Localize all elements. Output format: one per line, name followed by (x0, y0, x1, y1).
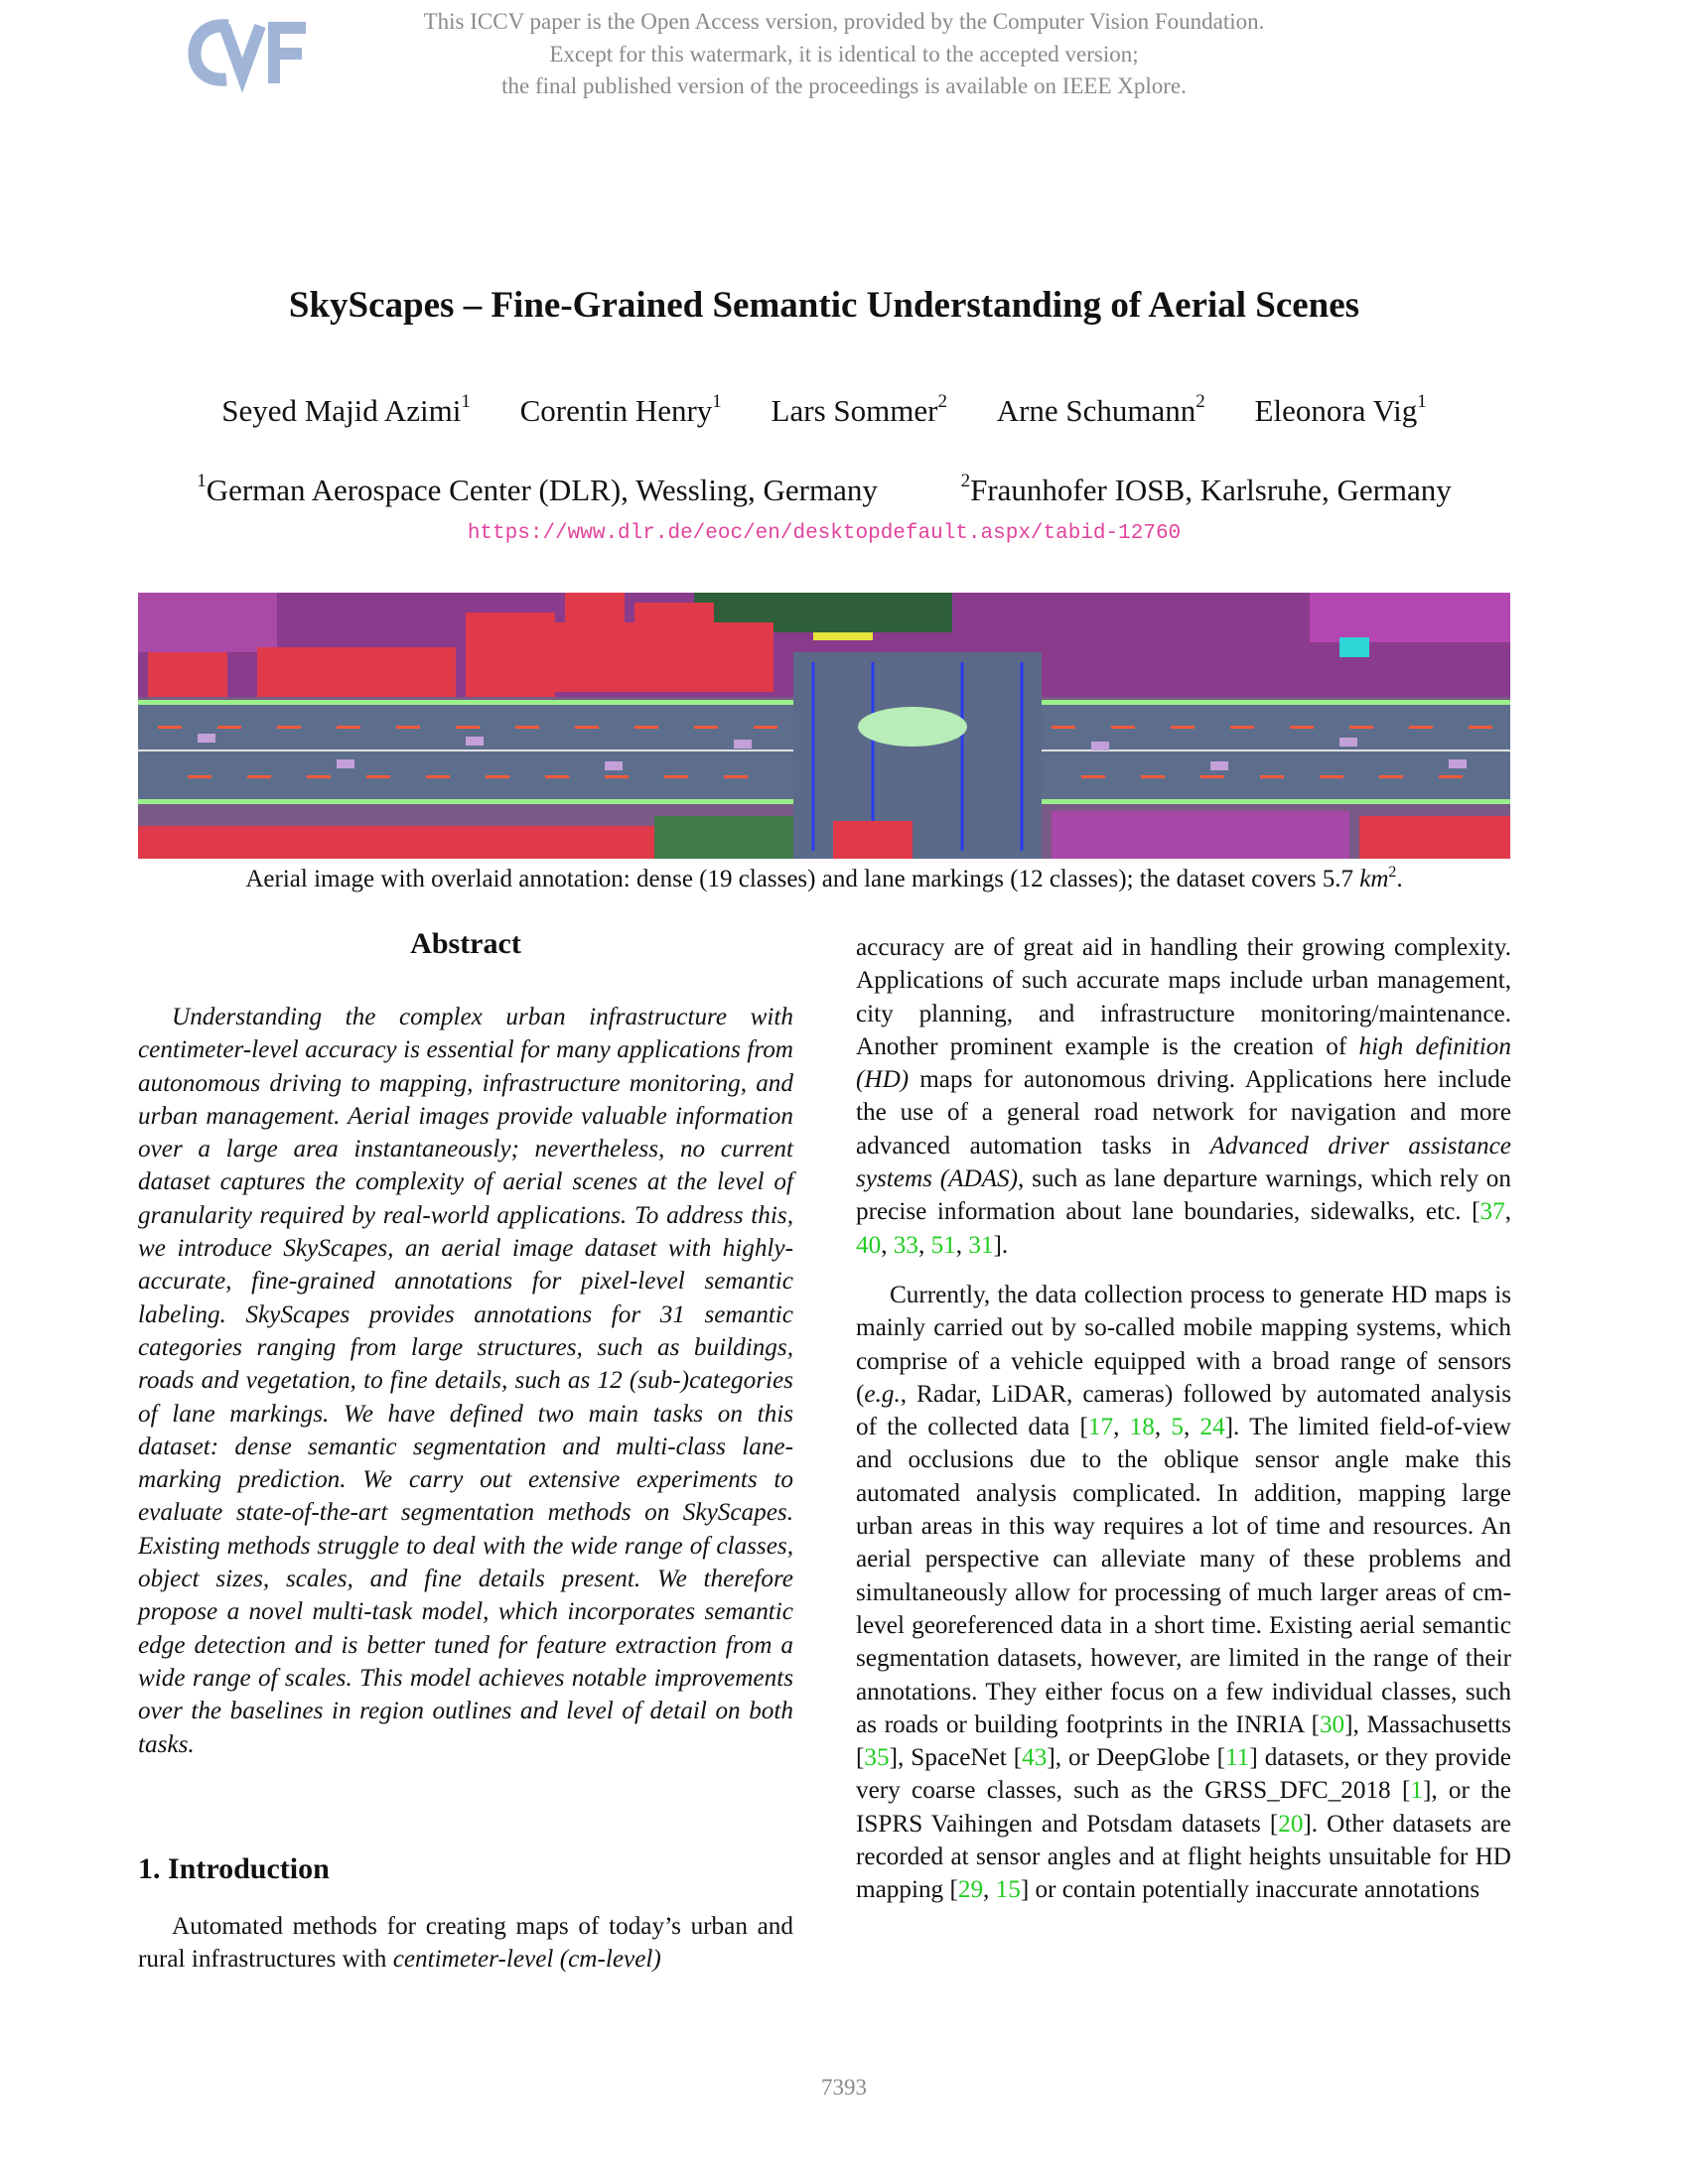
watermark-line: This ICCV paper is the Open Access version, provided by the Computer Vision Foundation. (423, 9, 1265, 34)
project-url-link[interactable]: https://www.dlr.de/eoc/en/desktopdefault.aspx/tabid-12760 (467, 522, 1182, 545)
figure-caption: Aerial image with overlaid annotation: dense (19 classes) and lane markings (12 classes); the dataset covers 5.7 $km^2$. (245, 864, 1403, 892)
citation-link[interactable]: 33 (893, 1231, 918, 1259)
citation-link[interactable]: 29 (957, 1876, 984, 1904)
citation-link[interactable]: 24 (1199, 1414, 1225, 1441)
intro-paragraph-2: Currently, the data collection process to generate HD maps is mainly carried out by so-called mobile mapping systems, which comprise of a vehicle equipped with a broad range of sensors (e.g., Radar, LiDAR, cameras) followed by automated analysis of the collected data [17, 18, 5, 24]. The limited field-of-view and occlusions due to the oblique sensor angle make this automated analysis complicated. In addition, mapping large urban areas in this way requires a lot of time and resources. An aerial perspective can alleviate many of these problems and simultaneously allow for processing of much larger areas of cm-level georeferenced data in a short time. Existing aerial semantic segmentation datasets, however, are limited in the range of their annotations. They either focus on a few individual classes, such as roads or building footprints in the INRIA [30], Massachusetts [35], SpaceNet [43], or DeepGlobe [11] datasets, or they provide very coarse classes, such as the GRSS_DFC_2018 [1], or the ISPRS Vaihingen and Potsdam datasets [20]. Other datasets are recorded at sensor angles and at flight heights unsuitable for HD mapping [29, 15] or contain potentially inaccurate annotations (856, 1281, 1511, 1904)
author-list (0, 393, 1648, 429)
watermark-line: the final published version of the proceedings is available on IEEE Xplore. (501, 73, 1187, 98)
citation-link[interactable]: 31 (968, 1231, 994, 1259)
introduction-text-left (138, 1910, 793, 1977)
citation-link[interactable]: 37 (1479, 1198, 1505, 1226)
affiliation: $^1$German Aerospace Center (DLR), Wessling, Germany (197, 471, 878, 507)
teaser-aerial-image (138, 593, 1510, 859)
citation-link[interactable]: 11 (1225, 1744, 1250, 1772)
cvf-logo (185, 14, 310, 95)
citation-link[interactable]: 17 (1087, 1414, 1114, 1441)
watermark-line: Except for this watermark, it is identical to the accepted version; (549, 41, 1139, 67)
citation-link[interactable]: 30 (1319, 1710, 1345, 1738)
introduction-text-right (856, 931, 1511, 1924)
paper-title: SkyScapes – Fine-Grained Semantic Understanding of Aerial Scenes (288, 285, 1360, 326)
citation-link[interactable]: 43 (1022, 1744, 1048, 1772)
intro-paragraph-1-start: Automated methods for creating maps of today’s urban and rural infrastructures with centimeter-level (cm-level) (138, 1913, 793, 1974)
citation-link[interactable]: 35 (864, 1744, 890, 1772)
author: Seyed Majid Azimi$^1$ (221, 391, 471, 428)
introduction-heading: 1. Introduction (138, 1852, 330, 1885)
abstract-heading: Abstract (410, 927, 521, 960)
author: Arne Schumann$^2$ (996, 391, 1205, 428)
author: Lars Sommer$^2$ (771, 391, 947, 428)
page-number: 7393 (821, 2075, 867, 2100)
citation-link[interactable]: 18 (1129, 1414, 1155, 1441)
affiliation-list (0, 473, 1648, 508)
author: Corentin Henry$^1$ (519, 391, 722, 428)
citation-link[interactable]: 15 (995, 1876, 1021, 1904)
affiliation: $^2$Fraunhofer IOSB, Karlsruhe, Germany (960, 471, 1452, 507)
citation-link[interactable]: 40 (856, 1231, 882, 1259)
watermark-notice (357, 6, 1331, 103)
citation-link[interactable]: 51 (930, 1231, 956, 1259)
author: Eleonora Vig$^1$ (1254, 391, 1427, 428)
intro-paragraph-1-cont: accuracy are of great aid in handling their growing complexity. Applications of such accurate maps include urban management, city planning, and infrastructure monitoring/maintenance. Another prominent example is the creation of high definition (HD) maps for autonomous driving. Applications here include the use of a general road network for navigation and more advanced automation tasks in Advanced driver assistance systems (ADAS), such as lane departure warnings, which rely on precise information about lane boundaries, sidewalks, etc. [37, 40, 33, 51, 31]. (856, 934, 1511, 1259)
citation-link[interactable]: 1 (1410, 1777, 1423, 1805)
abstract-text (138, 1001, 793, 1761)
abstract-paragraph: Understanding the complex urban infrastructure with centimeter-level accuracy is essential for many applications from autonomous driving to mapping, infrastructure monitoring, and urban management. Aerial images provide valuable information over a large area instantaneously; nevertheless, no current dataset captures the complexity of aerial scenes at the level of granularity required by real-world applications. To address this, we introduce SkyScapes, an aerial image dataset with highly-accurate, fine-grained annotations for pixel-level semantic labeling. SkyScapes provides annotations for 31 semantic categories ranging from large structures, such as buildings, roads and vegetation, to fine details, such as 12 (sub-)categories of lane markings. We have defined two main tasks on this dataset: dense semantic segmentation and multi-class lane-marking prediction. We carry out extensive experiments to evaluate state-of-the-art segmentation methods on SkyScapes. Existing methods struggle to deal with the wide range of classes, object sizes, scales, and fine details present. We therefore propose a novel multi-task model, which incorporates semantic edge detection and is better tuned for feature extraction from a wide range of scales. This model achieves notable improvements over the baselines in region outlines and level of detail on both tasks. (138, 1004, 793, 1758)
citation-link[interactable]: 5 (1171, 1414, 1184, 1441)
citation-link[interactable]: 20 (1278, 1810, 1304, 1838)
